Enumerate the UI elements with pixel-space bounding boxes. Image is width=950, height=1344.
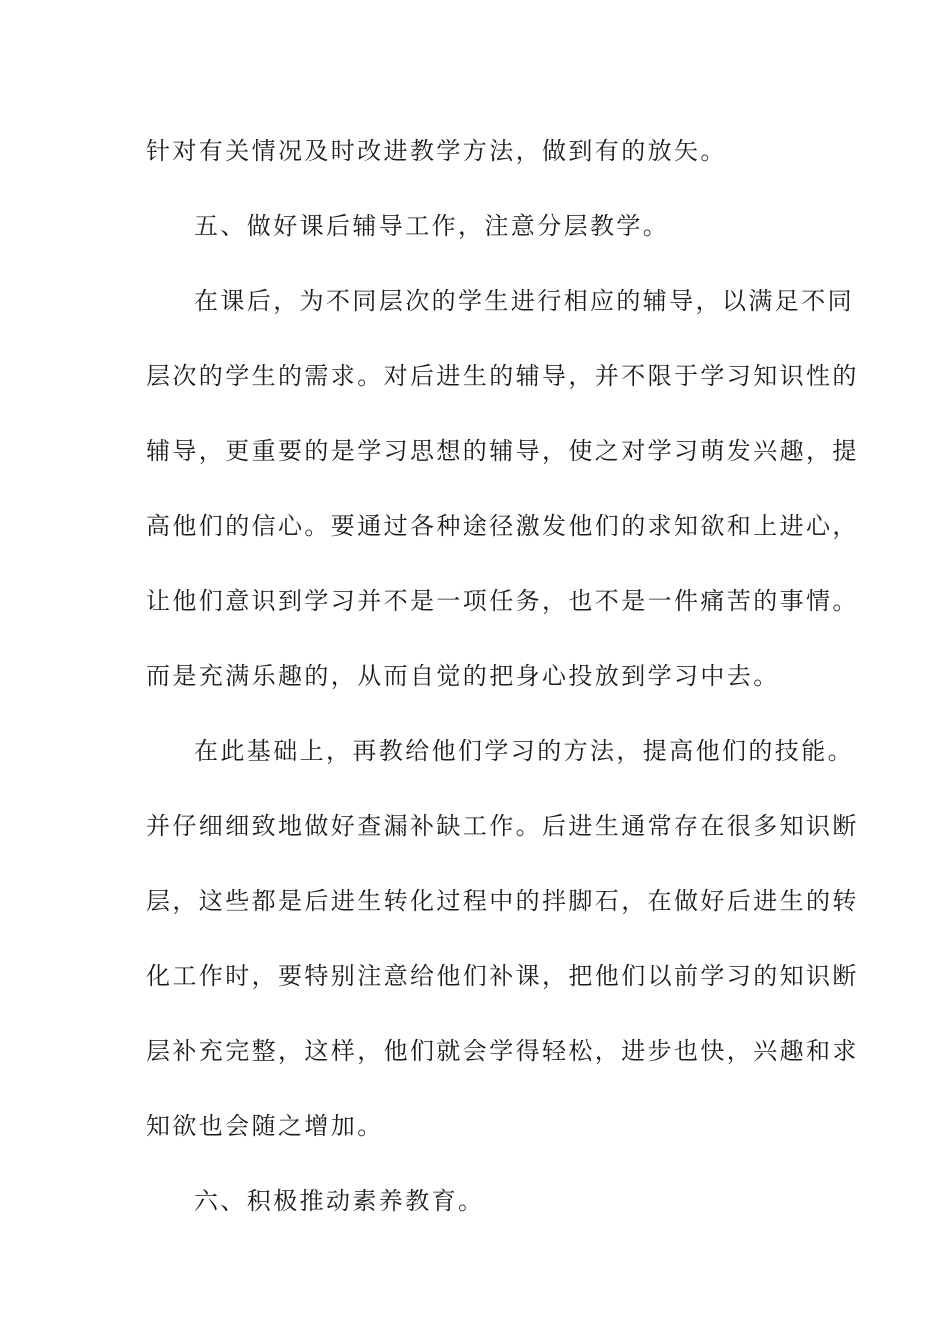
- text-line-12: 化工作时，要特别注意给他们补课，把他们以前学习的知识断: [146, 962, 859, 990]
- text-line-3: 在课后，为不同层次的学生进行相应的辅导，以满足不同: [194, 287, 854, 315]
- text-line-11: 层，这些都是后进生转化过程中的拌脚石，在做好后进生的转: [146, 887, 859, 915]
- text-line-13: 层补充完整，这样，他们就会学得轻松，进步也快，兴趣和求: [146, 1037, 859, 1065]
- text-line-7: 让他们意识到学习并不是一项任务，也不是一件痛苦的事情。: [146, 587, 859, 615]
- section-heading-5: 五、做好课后辅导工作，注意分层教学。: [194, 212, 670, 240]
- text-line-9: 在此基础上，再教给他们学习的方法，提高他们的技能。: [194, 737, 854, 765]
- text-line-14: 知欲也会随之增加。: [146, 1112, 384, 1140]
- text-line-10: 并仔细细致地做好查漏补缺工作。后进生通常存在很多知识断: [146, 812, 859, 840]
- text-line-5: 辅导，更重要的是学习思想的辅导，使之对学习萌发兴趣，提: [146, 437, 859, 465]
- text-line-8: 而是充满乐趣的，从而自觉的把身心投放到学习中去。: [146, 662, 780, 690]
- text-line-4: 层次的学生的需求。对后进生的辅导，并不限于学习知识性的: [146, 362, 859, 390]
- text-line-1: 针对有关情况及时改进教学方法，做到有的放矢。: [146, 137, 727, 165]
- text-line-6: 高他们的信心。要通过各种途径激发他们的求知欲和上进心，: [146, 512, 859, 540]
- section-heading-6: 六、积极推动素养教育。: [194, 1187, 485, 1215]
